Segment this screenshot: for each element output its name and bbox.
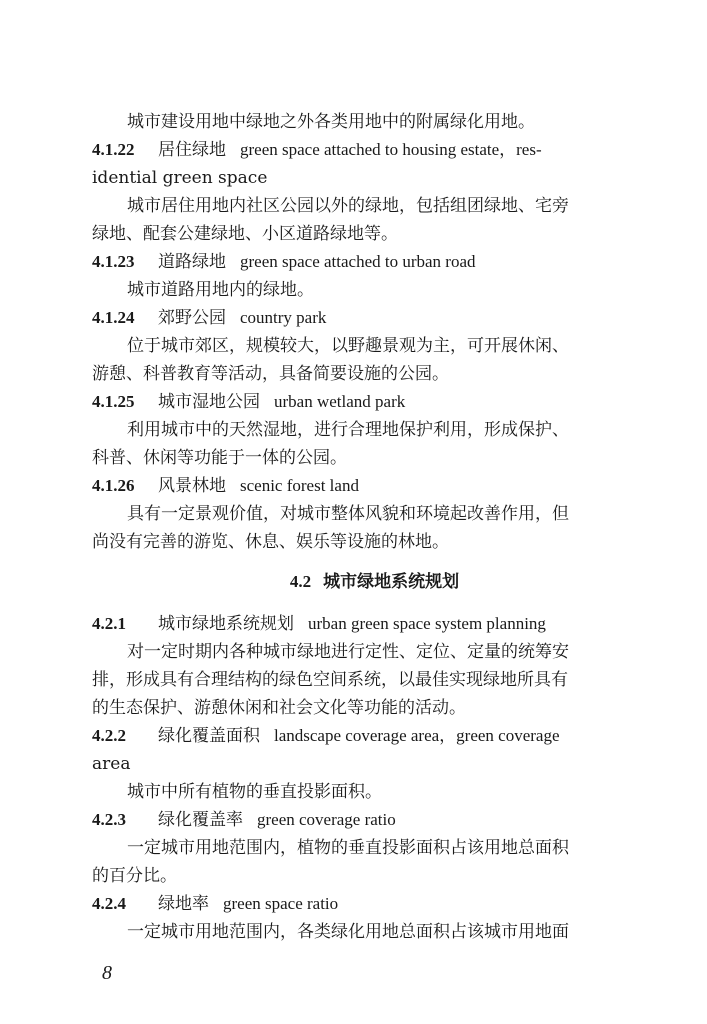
term-entry-4-2-1	[92, 610, 617, 638]
paragraph-line: 的百分比。	[92, 866, 177, 886]
term-entry-4-1-22	[92, 136, 617, 164]
term-number: 4.2.3	[92, 810, 126, 829]
term-chinese: 绿化覆盖率	[158, 810, 243, 830]
term-entry-4-2-4	[92, 890, 617, 918]
paragraph-line: 排，形成具有合理结构的绿色空间系统，以最佳实现绿地所具有	[92, 670, 568, 690]
term-english-continuation: idential green space	[92, 168, 268, 188]
term-chinese: 绿化覆盖面积	[158, 726, 260, 746]
term-number: 4.1.25	[92, 392, 135, 411]
paragraph-line: 城市建设用地中绿地之外各类用地中的附属绿化用地。	[127, 112, 535, 132]
term-number: 4.2.4	[92, 894, 126, 913]
paragraph-line: 利用城市中的天然湿地，进行合理地保护利用，形成保护、	[127, 420, 569, 440]
term-entry-4-1-26	[92, 472, 617, 500]
paragraph-line: 对一定时期内各种城市绿地进行定性、定位、定量的统筹安	[127, 642, 569, 662]
page-number: 8	[102, 962, 112, 984]
term-chinese: 郊野公园	[158, 308, 226, 328]
paragraph-line: 绿地、配套公建绿地、小区道路绿地等。	[92, 224, 398, 244]
term-english: urban wetland park	[274, 392, 406, 411]
document-body	[92, 108, 617, 946]
term-english: green space attached to urban road	[240, 252, 476, 271]
term-english: landscape coverage area，green coverage	[274, 726, 560, 745]
term-entry-4-1-25	[92, 388, 617, 416]
section-heading	[92, 568, 617, 596]
term-entry-4-2-3	[92, 806, 617, 834]
term-chinese: 城市湿地公园	[158, 392, 260, 412]
term-chinese: 风景林地	[158, 476, 226, 496]
paragraph-line: 位于城市郊区，规模较大，以野趣景观为主，可开展休闲、	[127, 336, 569, 356]
term-english: country park	[240, 308, 327, 327]
term-number: 4.2.2	[92, 726, 126, 745]
paragraph-line: 具有一定景观价值，对城市整体风貌和环境起改善作用，但	[127, 504, 569, 524]
term-number: 4.2.1	[92, 614, 126, 633]
section-number: 4.2	[289, 572, 312, 591]
paragraph-line: 城市中所有植物的垂直投影面积。	[127, 782, 382, 802]
paragraph-line: 一定城市用地范围内，各类绿化用地总面积占该城市用地面	[127, 922, 569, 942]
section-title: 城市绿地系统规划	[323, 572, 460, 592]
term-number: 4.1.24	[92, 308, 135, 327]
paragraph-line: 游憩、科普教育等活动，具备简要设施的公园。	[92, 364, 449, 384]
term-chinese: 居住绿地	[158, 140, 226, 160]
term-chinese: 道路绿地	[158, 252, 226, 272]
term-chinese: 绿地率	[158, 894, 209, 914]
term-english: green space attached to housing estate，res-	[240, 140, 542, 159]
paragraph-line: 城市道路用地内的绿地。	[127, 280, 314, 300]
paragraph-line: 一定城市用地范围内，植物的垂直投影面积占该用地总面积	[127, 838, 569, 858]
term-entry-4-1-23	[92, 248, 617, 276]
term-number: 4.1.23	[92, 252, 135, 271]
term-number: 4.1.22	[92, 140, 135, 159]
term-english: green space ratio	[223, 894, 339, 913]
term-english: urban green space system planning	[308, 614, 546, 633]
term-english: green coverage ratio	[257, 810, 396, 829]
term-entry-4-1-24	[92, 304, 617, 332]
paragraph-line: 尚没有完善的游览、休息、娱乐等设施的林地。	[92, 532, 449, 552]
term-english-continuation: area	[92, 754, 131, 774]
paragraph-line: 城市居住用地内社区公园以外的绿地，包括组团绿地、宅旁	[127, 196, 569, 216]
term-entry-4-2-2	[92, 722, 617, 750]
term-chinese: 城市绿地系统规划	[158, 614, 294, 634]
term-number: 4.1.26	[92, 476, 135, 495]
paragraph-line: 科普、休闲等功能于一体的公园。	[92, 448, 347, 468]
term-english: scenic forest land	[240, 476, 359, 495]
paragraph-line: 的生态保护、游憩休闲和社会文化等功能的活动。	[92, 698, 466, 718]
